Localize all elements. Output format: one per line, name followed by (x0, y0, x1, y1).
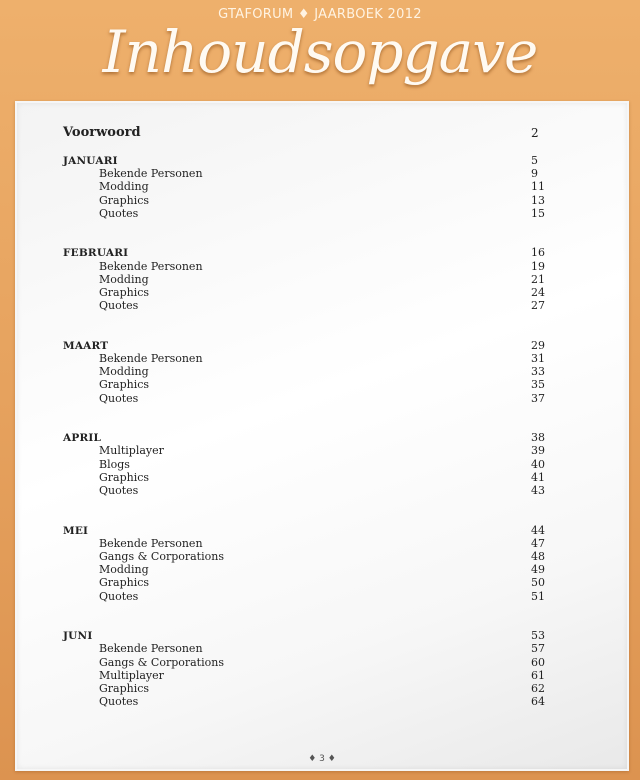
toc-section-heading-page: 44 (531, 523, 545, 537)
toc-entry-title: Gangs & Corporations (99, 655, 224, 669)
toc-entry-title: Graphics (99, 378, 150, 392)
toc-entry[interactable] (17, 458, 627, 472)
toc-entry-title: Multiplayer (99, 668, 164, 682)
toc-entry[interactable] (17, 180, 627, 194)
toc-section-heading[interactable] (17, 339, 627, 353)
page-number: ♦ 3 ♦ (308, 754, 336, 764)
toc-entry-title: Graphics (99, 682, 150, 695)
toc-entry-title: Bekende Personen (99, 536, 203, 550)
toc-entry[interactable] (17, 207, 627, 221)
toc-entry[interactable] (17, 444, 627, 458)
toc-entry-page: 61 (531, 668, 545, 682)
toc-entry[interactable] (17, 299, 627, 313)
toc-entry-title: Modding (99, 272, 149, 286)
toc-entry-page: 19 (531, 259, 545, 273)
toc-entry-title: Quotes (99, 695, 139, 709)
toc-section-heading-page: 38 (531, 431, 545, 445)
toc-section-heading-title: JUNI (63, 630, 93, 643)
toc-entry-title: Blogs (99, 457, 130, 471)
toc-entry-title: Bekende Personen (99, 352, 203, 365)
toc-entry-page: 15 (531, 206, 545, 220)
toc-entry-page: 37 (531, 391, 545, 405)
toc-section-heading-page: 29 (531, 338, 545, 352)
toc-section-heading[interactable] (17, 629, 627, 643)
toc-entry-page: 60 (531, 655, 545, 669)
toc-entry-page: 9 (531, 167, 538, 181)
toc-entry-page: 48 (531, 550, 545, 563)
toc-entry-page: 31 (531, 352, 545, 365)
toc-entry[interactable] (17, 537, 627, 551)
toc-section-heading[interactable] (17, 431, 627, 445)
toc-entry-page: 50 (531, 576, 545, 590)
toc-section-heading-page: 5 (531, 154, 538, 167)
toc-entry[interactable] (17, 471, 627, 485)
toc-entry-page: 11 (531, 180, 545, 194)
toc-entry-page: 49 (531, 563, 545, 577)
toc-section-heading-title: APRIL (63, 432, 102, 445)
toc-entry[interactable] (17, 563, 627, 577)
content-page (15, 101, 629, 771)
toc-entry-title: Quotes (99, 484, 139, 497)
toc-entry-title: Graphics (99, 286, 150, 299)
toc-entry[interactable] (17, 352, 627, 366)
toc-entry-page: 51 (531, 589, 545, 603)
toc-section-heading-title: MEI (63, 524, 89, 537)
toc-entry-voorwoord[interactable] (17, 126, 627, 140)
toc-entry-page: 64 (531, 695, 545, 709)
toc-entry[interactable] (17, 669, 627, 683)
toc-entry[interactable] (17, 484, 627, 498)
toc-entry-voorwoord-page: 2 (531, 126, 539, 140)
toc-entry-page: 62 (531, 682, 545, 695)
toc-section-heading[interactable] (17, 154, 627, 168)
toc-entry-title: Multiplayer (99, 444, 164, 458)
toc-entry-page: 47 (531, 536, 545, 550)
toc-entry-title: Quotes (99, 391, 139, 405)
header-subtitle: GTAFORUM ♦ JAARBOEK 2012 (218, 7, 422, 22)
toc-entry[interactable] (17, 682, 627, 696)
toc-entry-title: Gangs & Corporations (99, 550, 224, 563)
toc-section-heading-page: 53 (531, 629, 545, 643)
toc-section-heading-title: FEBRUARI (63, 247, 129, 260)
toc-entry-page: 57 (531, 642, 545, 656)
toc-entry-page: 41 (531, 470, 545, 484)
toc-entry-title: Quotes (99, 589, 139, 603)
toc-entry-page: 27 (531, 299, 545, 313)
toc-entry-page: 24 (531, 286, 545, 299)
toc-entry[interactable] (17, 695, 627, 709)
toc-entry-title: Modding (99, 365, 149, 379)
toc-entry-title: Bekende Personen (99, 259, 203, 273)
toc-entry-voorwoord-title: Voorwoord (63, 125, 141, 140)
toc-entry[interactable] (17, 260, 627, 274)
toc-entry[interactable] (17, 273, 627, 287)
toc-entry[interactable] (17, 167, 627, 181)
toc-entry-title: Graphics (99, 193, 150, 207)
toc-section-heading[interactable] (17, 524, 627, 538)
toc-entry-title: Bekende Personen (99, 167, 203, 181)
toc-entry[interactable] (17, 286, 627, 300)
toc-entry[interactable] (17, 392, 627, 406)
toc-entry-title: Quotes (99, 206, 139, 220)
toc-entry-page: 40 (531, 457, 545, 471)
toc-entry-page: 21 (531, 272, 545, 286)
toc-entry[interactable] (17, 656, 627, 670)
toc-entry-page: 35 (531, 378, 545, 392)
toc-entry-page: 13 (531, 193, 545, 207)
toc-section-heading-page: 16 (531, 246, 545, 260)
toc-entry-title: Graphics (99, 576, 150, 590)
toc-entry-title: Quotes (99, 299, 139, 313)
toc-entry-title: Bekende Personen (99, 642, 203, 656)
toc-entry-title: Modding (99, 563, 149, 577)
toc-entry[interactable] (17, 194, 627, 208)
toc-entry[interactable] (17, 642, 627, 656)
toc-entry[interactable] (17, 378, 627, 392)
toc-entry[interactable] (17, 550, 627, 564)
toc-entry[interactable] (17, 576, 627, 590)
toc-section-heading-title: JANUARI (63, 155, 118, 167)
page-title: Inhoudsopgave (102, 18, 538, 86)
toc-entry-title: Modding (99, 180, 149, 194)
toc-entry-page: 43 (531, 484, 545, 497)
toc-section-heading-title: MAART (63, 339, 109, 352)
toc-entry[interactable] (17, 590, 627, 604)
toc-entry-page: 33 (531, 365, 545, 379)
toc-entry-page: 39 (531, 444, 545, 458)
toc-entry[interactable] (17, 365, 627, 379)
toc-entry-title: Graphics (99, 470, 150, 484)
toc-section-heading[interactable] (17, 246, 627, 260)
